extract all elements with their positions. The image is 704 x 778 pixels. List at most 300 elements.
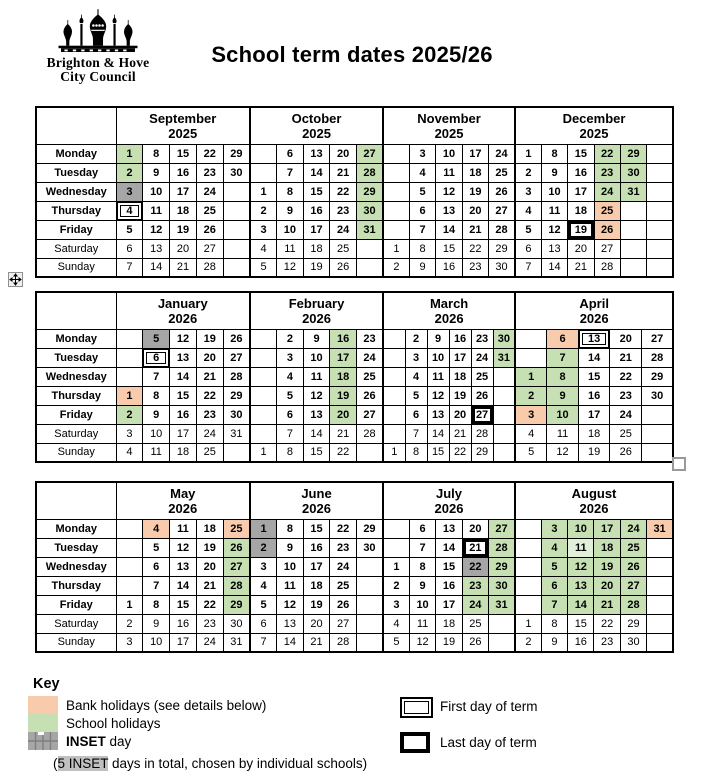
month-header [515, 482, 673, 519]
date-cell: 29 [356, 182, 383, 201]
date-cell: 18 [568, 201, 594, 220]
date-cell: 8 [277, 443, 304, 462]
date-cell: 11 [409, 614, 435, 633]
date-cell: 13 [303, 405, 330, 424]
date-cell: 25 [223, 519, 250, 538]
corner-cell [36, 107, 116, 144]
date-cell: 5 [250, 258, 277, 277]
date-cell: 20 [610, 329, 642, 348]
empty-cell [116, 519, 143, 538]
date-cell: 7 [277, 163, 304, 182]
date-cell: 23 [462, 576, 488, 595]
date-cell: 26 [594, 220, 620, 239]
move-handle-icon[interactable] [8, 272, 23, 287]
date-cell: 14 [541, 258, 567, 277]
date-cell: 8 [143, 144, 170, 163]
date-cell: 7 [277, 424, 304, 443]
day-label: Saturday [36, 239, 116, 258]
date-cell: 2 [515, 386, 547, 405]
date-cell: 8 [541, 614, 567, 633]
date-cell: 13 [578, 329, 610, 348]
last-day-swatch [400, 732, 430, 753]
month-year: 2025 [302, 126, 331, 142]
date-cell: 6 [515, 239, 541, 258]
date-cell: 30 [489, 576, 515, 595]
date-cell: 8 [143, 386, 170, 405]
date-cell: 9 [541, 163, 567, 182]
date-cell: 20 [449, 405, 471, 424]
date-cell: 9 [143, 405, 170, 424]
date-cell: 1 [383, 443, 405, 462]
date-cell: 4 [383, 614, 409, 633]
empty-cell [647, 163, 673, 182]
day-label: Monday [36, 144, 116, 163]
date-cell: 20 [462, 201, 488, 220]
date-cell: 6 [409, 201, 435, 220]
empty-cell [647, 557, 673, 576]
empty-cell [383, 386, 405, 405]
date-cell: 9 [409, 576, 435, 595]
date-cell: 21 [610, 348, 642, 367]
date-cell: 18 [303, 239, 330, 258]
date-cell: 28 [642, 348, 674, 367]
date-cell: 21 [330, 424, 357, 443]
date-cell: 2 [116, 405, 143, 424]
empty-cell [116, 576, 143, 595]
date-cell: 7 [515, 258, 541, 277]
date-cell: 30 [489, 258, 515, 277]
empty-cell [250, 163, 277, 182]
empty-cell [642, 405, 674, 424]
date-cell: 8 [277, 519, 304, 538]
date-cell: 9 [547, 386, 579, 405]
date-cell: 18 [196, 519, 223, 538]
date-cell: 13 [436, 201, 462, 220]
date-cell: 19 [449, 386, 471, 405]
date-cell: 13 [427, 405, 449, 424]
date-cell: 5 [515, 443, 547, 462]
key-heading: Key [33, 676, 60, 692]
date-cell: 24 [610, 405, 642, 424]
date-cell: 5 [383, 633, 409, 652]
date-cell: 2 [405, 329, 427, 348]
empty-cell [383, 163, 409, 182]
date-cell: 11 [303, 367, 330, 386]
date-cell: 27 [594, 239, 620, 258]
day-label: Saturday [36, 614, 116, 633]
date-cell: 16 [330, 329, 357, 348]
date-cell: 20 [196, 557, 223, 576]
date-cell: 1 [250, 443, 277, 462]
date-cell: 16 [568, 163, 594, 182]
date-cell: 7 [405, 424, 427, 443]
date-cell: 26 [196, 220, 223, 239]
date-cell: 22 [594, 614, 620, 633]
date-cell: 26 [489, 182, 515, 201]
inset-note [53, 755, 367, 773]
date-cell: 23 [471, 329, 493, 348]
date-cell: 30 [223, 614, 250, 633]
empty-cell [493, 424, 515, 443]
date-cell: 6 [277, 405, 304, 424]
school-holiday-label: School holidays [66, 716, 161, 731]
month-year: 2026 [579, 501, 609, 517]
date-cell: 7 [541, 595, 567, 614]
date-cell: 27 [471, 405, 493, 424]
date-cell: 17 [449, 348, 471, 367]
date-cell: 20 [303, 614, 330, 633]
date-cell: 11 [170, 519, 197, 538]
empty-cell [250, 348, 277, 367]
date-cell: 17 [170, 633, 197, 652]
date-cell: 25 [196, 443, 223, 462]
empty-cell [116, 538, 143, 557]
date-cell: 3 [116, 424, 143, 443]
month-year: 2026 [302, 311, 331, 327]
date-cell: 2 [515, 163, 541, 182]
date-cell: 13 [170, 348, 197, 367]
date-cell: 15 [170, 595, 197, 614]
date-cell: 23 [594, 633, 620, 652]
empty-cell [383, 424, 405, 443]
date-cell: 20 [170, 239, 197, 258]
date-cell: 21 [330, 163, 357, 182]
date-cell: 22 [594, 144, 620, 163]
date-cell: 28 [356, 424, 383, 443]
date-cell: 24 [330, 220, 357, 239]
date-cell: 28 [330, 633, 357, 652]
empty-cell [489, 614, 515, 633]
empty-cell [116, 348, 143, 367]
date-cell: 19 [462, 182, 488, 201]
date-cell: 1 [116, 386, 143, 405]
date-cell: 24 [196, 633, 223, 652]
date-cell: 12 [427, 386, 449, 405]
empty-cell [383, 201, 409, 220]
empty-cell [647, 220, 673, 239]
first-day-swatch-inner [404, 701, 429, 714]
date-cell: 13 [143, 239, 170, 258]
date-cell: 23 [610, 386, 642, 405]
date-cell: 19 [330, 386, 357, 405]
empty-cell [515, 348, 547, 367]
empty-cell [647, 144, 673, 163]
date-cell: 11 [277, 239, 304, 258]
date-cell: 30 [620, 163, 646, 182]
date-cell: 5 [541, 557, 567, 576]
date-cell: 14 [170, 576, 197, 595]
empty-cell [116, 367, 143, 386]
empty-cell [223, 220, 250, 239]
corner-cell [36, 292, 116, 329]
date-cell: 31 [493, 348, 515, 367]
day-label: Monday [36, 329, 116, 348]
date-cell: 22 [330, 443, 357, 462]
date-cell: 27 [223, 557, 250, 576]
date-cell: 31 [223, 424, 250, 443]
empty-cell [356, 258, 383, 277]
date-cell: 27 [196, 239, 223, 258]
empty-cell [223, 182, 250, 201]
date-cell: 6 [409, 519, 435, 538]
day-label: Wednesday [36, 557, 116, 576]
date-cell: 14 [277, 633, 304, 652]
date-cell: 16 [170, 614, 197, 633]
empty-cell [647, 239, 673, 258]
empty-cell [642, 443, 674, 462]
date-cell: 12 [277, 595, 304, 614]
bank-holiday-label: Bank holidays (see details below) [66, 698, 267, 713]
date-cell: 2 [250, 538, 277, 557]
date-cell: 17 [170, 182, 197, 201]
date-cell: 29 [620, 614, 646, 633]
date-cell: 19 [303, 258, 330, 277]
empty-cell [620, 220, 646, 239]
date-cell: 3 [515, 405, 547, 424]
date-cell: 8 [143, 595, 170, 614]
date-cell: 5 [116, 220, 143, 239]
date-cell: 4 [143, 519, 170, 538]
date-cell: 1 [383, 239, 409, 258]
empty-cell [250, 144, 277, 163]
date-cell: 9 [277, 201, 304, 220]
date-cell: 26 [610, 443, 642, 462]
date-cell: 20 [568, 239, 594, 258]
date-cell: 26 [330, 595, 357, 614]
date-cell: 9 [143, 614, 170, 633]
date-cell: 22 [610, 367, 642, 386]
school-holiday-swatch [28, 714, 58, 732]
date-cell: 15 [303, 182, 330, 201]
date-cell: 21 [303, 633, 330, 652]
month-name: September [149, 111, 217, 127]
date-cell: 3 [277, 348, 304, 367]
date-cell: 9 [277, 538, 304, 557]
date-cell: 10 [427, 348, 449, 367]
date-cell: 4 [515, 424, 547, 443]
logo-text-line1: Brighton & Hove [46, 55, 150, 70]
date-cell: 5 [143, 329, 170, 348]
date-cell: 29 [223, 386, 250, 405]
date-cell: 6 [250, 614, 277, 633]
date-cell: 21 [462, 538, 488, 557]
inset-note-prefix: ( [53, 756, 58, 771]
empty-cell [356, 595, 383, 614]
month-name: March [429, 296, 469, 312]
date-cell: 28 [489, 538, 515, 557]
date-cell: 23 [196, 163, 223, 182]
date-cell: 14 [303, 424, 330, 443]
date-cell: 8 [547, 367, 579, 386]
date-cell: 4 [250, 239, 277, 258]
inset-note-rest: days in total, chosen by individual schools) [108, 756, 368, 771]
date-cell: 8 [277, 182, 304, 201]
date-cell: 28 [471, 424, 493, 443]
date-cell: 19 [196, 538, 223, 557]
date-cell: 17 [303, 557, 330, 576]
empty-cell [356, 557, 383, 576]
date-cell: 3 [409, 144, 435, 163]
date-cell: 2 [116, 163, 143, 182]
month-year: 2026 [579, 311, 609, 327]
date-cell: 19 [196, 329, 223, 348]
date-cell: 14 [303, 163, 330, 182]
date-cell: 2 [515, 633, 541, 652]
month-name: February [288, 296, 345, 312]
date-cell: 7 [143, 576, 170, 595]
date-cell: 19 [436, 633, 462, 652]
date-cell: 4 [116, 443, 143, 462]
empty-cell [493, 386, 515, 405]
empty-cell [356, 633, 383, 652]
day-label: Sunday [36, 258, 116, 277]
date-cell: 4 [116, 201, 143, 220]
date-cell: 10 [143, 182, 170, 201]
date-cell: 6 [116, 239, 143, 258]
date-cell: 21 [594, 595, 620, 614]
date-cell: 12 [170, 538, 197, 557]
date-cell: 2 [383, 258, 409, 277]
date-cell: 10 [303, 348, 330, 367]
date-cell: 27 [356, 144, 383, 163]
month-year: 2026 [168, 501, 198, 517]
inset-day-swatch [28, 732, 58, 750]
date-cell: 10 [409, 595, 435, 614]
date-cell: 25 [489, 163, 515, 182]
date-cell: 15 [578, 367, 610, 386]
date-cell: 30 [356, 538, 383, 557]
month-name: January [157, 296, 208, 312]
month-year: 2025 [579, 126, 609, 142]
date-cell: 7 [250, 633, 277, 652]
date-cell: 27 [330, 614, 357, 633]
first-day-label: First day of term [440, 699, 538, 714]
date-cell: 27 [489, 519, 515, 538]
date-cell: 25 [471, 367, 493, 386]
date-cell: 15 [568, 614, 594, 633]
date-cell: 6 [143, 348, 170, 367]
date-cell: 16 [170, 405, 197, 424]
empty-cell [383, 144, 409, 163]
empty-cell [383, 329, 405, 348]
date-cell: 13 [436, 519, 462, 538]
date-cell: 4 [405, 367, 427, 386]
date-cell: 24 [196, 182, 223, 201]
date-cell: 17 [436, 595, 462, 614]
date-cell: 1 [383, 557, 409, 576]
date-cell: 14 [436, 538, 462, 557]
date-cell: 1 [515, 614, 541, 633]
date-cell: 18 [594, 538, 620, 557]
date-cell: 29 [642, 367, 674, 386]
date-cell: 23 [330, 538, 357, 557]
date-cell: 27 [642, 329, 674, 348]
empty-cell [250, 329, 277, 348]
date-cell: 15 [170, 144, 197, 163]
date-cell: 13 [170, 557, 197, 576]
date-cell: 3 [405, 348, 427, 367]
empty-cell [620, 239, 646, 258]
date-cell: 12 [277, 258, 304, 277]
month-name: July [435, 486, 462, 502]
date-cell: 16 [303, 538, 330, 557]
date-cell: 26 [356, 386, 383, 405]
date-cell: 10 [568, 519, 594, 538]
date-cell: 8 [405, 443, 427, 462]
date-cell: 31 [647, 519, 673, 538]
date-cell: 3 [515, 182, 541, 201]
date-cell: 11 [277, 576, 304, 595]
empty-cell [620, 201, 646, 220]
term-table-summer [35, 481, 674, 653]
date-cell: 22 [330, 182, 357, 201]
date-cell: 25 [610, 424, 642, 443]
month-name: December [562, 111, 626, 127]
empty-cell [647, 201, 673, 220]
date-cell: 17 [330, 348, 357, 367]
date-cell: 28 [223, 576, 250, 595]
month-year: 2026 [302, 501, 331, 517]
date-cell: 10 [436, 144, 462, 163]
month-header [383, 292, 515, 329]
date-cell: 16 [436, 576, 462, 595]
date-cell: 4 [250, 576, 277, 595]
date-cell: 14 [568, 595, 594, 614]
date-cell: 28 [196, 258, 223, 277]
date-cell: 17 [594, 519, 620, 538]
day-label: Tuesday [36, 348, 116, 367]
month-header [515, 292, 673, 329]
date-cell: 19 [170, 220, 197, 239]
date-cell: 22 [196, 144, 223, 163]
date-cell: 17 [303, 220, 330, 239]
date-cell: 25 [196, 201, 223, 220]
date-cell: 6 [143, 557, 170, 576]
inset-label-rest: day [105, 734, 132, 749]
empty-cell [515, 329, 547, 348]
date-cell: 28 [594, 258, 620, 277]
date-cell: 29 [223, 595, 250, 614]
date-cell: 13 [541, 239, 567, 258]
month-year: 2025 [434, 126, 464, 142]
date-cell: 3 [116, 633, 143, 652]
empty-cell [383, 405, 405, 424]
date-cell: 26 [223, 329, 250, 348]
month-name: May [170, 486, 196, 502]
empty-cell [250, 424, 277, 443]
day-label: Tuesday [36, 538, 116, 557]
empty-cell [356, 239, 383, 258]
date-cell: 15 [170, 386, 197, 405]
date-cell: 30 [493, 329, 515, 348]
empty-cell [515, 595, 541, 614]
date-cell: 30 [356, 201, 383, 220]
date-cell: 10 [143, 633, 170, 652]
date-cell: 9 [409, 258, 435, 277]
date-cell: 20 [196, 348, 223, 367]
date-cell: 24 [471, 348, 493, 367]
empty-cell [515, 538, 541, 557]
date-cell: 10 [541, 182, 567, 201]
date-cell: 27 [489, 201, 515, 220]
date-cell: 16 [303, 201, 330, 220]
date-cell: 11 [143, 443, 170, 462]
date-cell: 3 [250, 557, 277, 576]
date-cell: 17 [578, 405, 610, 424]
empty-cell [647, 595, 673, 614]
date-cell: 26 [462, 633, 488, 652]
date-cell: 31 [356, 220, 383, 239]
